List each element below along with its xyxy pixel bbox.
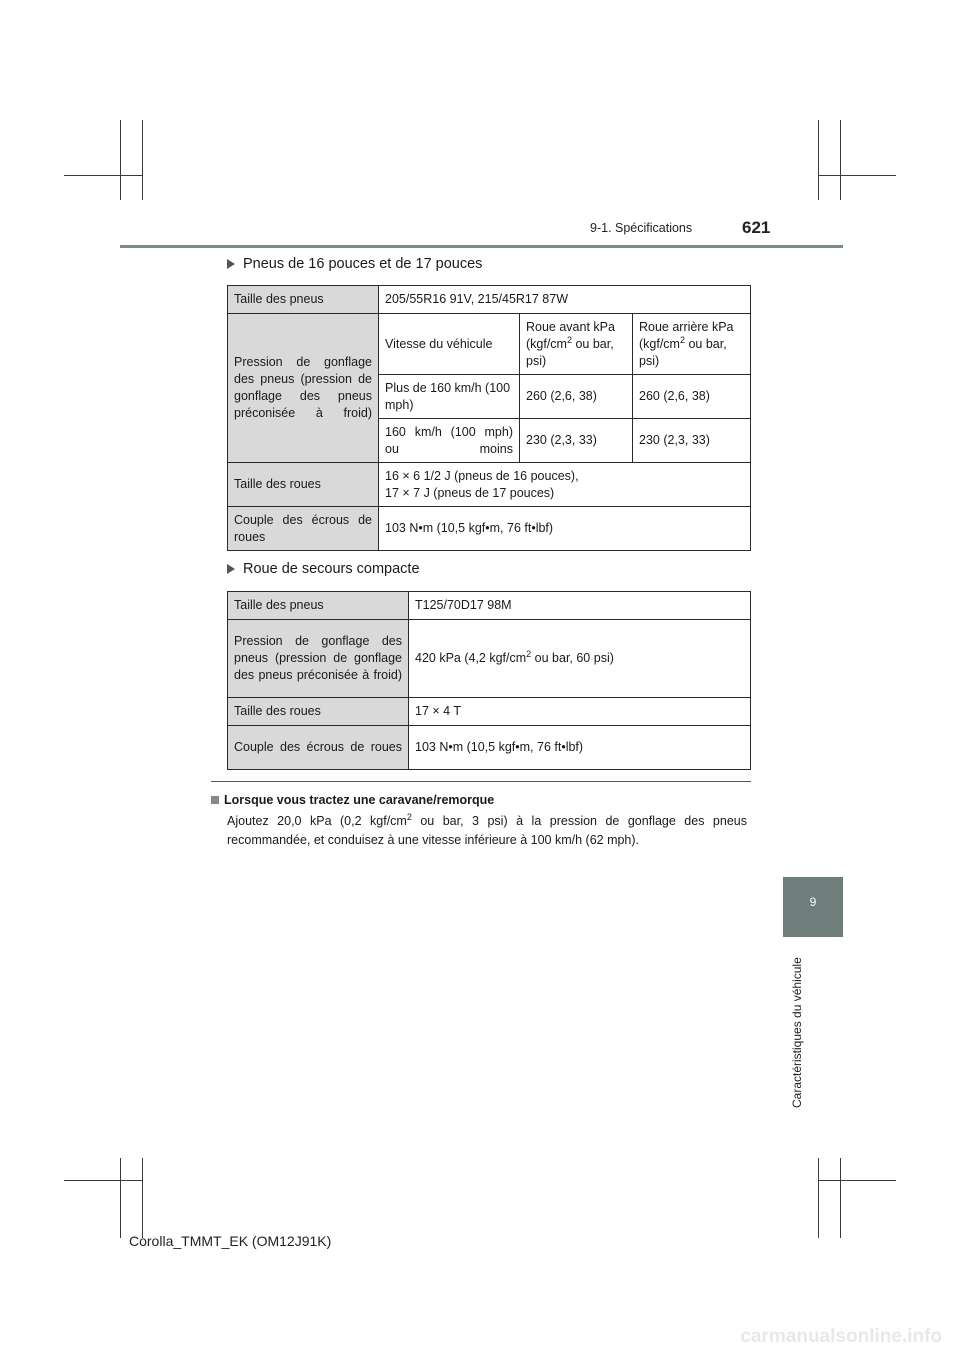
row2-rear: 230 (2,3, 33) [633, 419, 751, 463]
spare-tire-size-label: Taille des pneus [228, 592, 409, 620]
header-divider [120, 245, 843, 248]
chapter-label-text: Caractéristiques du véhicule [790, 957, 804, 1108]
header-section-title: 9-1. Spécifications [590, 221, 693, 235]
footer-doc-id: Corolla_TMMT_EK (OM12J91K) [129, 1233, 332, 1249]
bullet-triangle-icon [227, 564, 235, 574]
spare-torque-value: 103 N•m (10,5 kgf•m, 76 ft•lbf) [409, 726, 751, 770]
page-number: 621 [742, 218, 771, 237]
chapter-label [786, 943, 806, 1113]
spare-wheel-size-label: Taille des roues [228, 698, 409, 726]
tire-size-label: Taille des pneus [228, 286, 379, 314]
note-body: Ajoutez 20,0 kPa (0,2 kgf/$cm^2$ ou bar, 3 psi) à la pression de gonflage des pneus recommandée, et conduisez à une vitesse inférieure à 100 km/h (62 mph). [227, 811, 747, 847]
crop-mark [142, 1158, 143, 1238]
watermark: carmanualsonline.info [740, 1326, 942, 1347]
chapter-number: 9 [809, 895, 817, 909]
torque-value: 103 N•m (10,5 kgf•m, 76 ft•lbf) [379, 507, 751, 551]
row2-front: 230 (2,3, 33) [520, 419, 633, 463]
note-title-text: Lorsque vous tractez une caravane/remorque [224, 793, 495, 807]
section-heading-16-17 [227, 256, 482, 272]
crop-mark [840, 1158, 841, 1238]
wheel-size-value: 16 × 6 1/2 J (pneus de 16 pouces), 17 × 7 J (pneus de 17 pouces) [379, 463, 751, 507]
spare-wheel-size-value: 17 × 4 T [409, 698, 751, 726]
row1-front: 260 (2,6, 38) [520, 375, 633, 419]
row1-speed: Plus de 160 km/h (100 mph) [379, 375, 520, 419]
spare-torque-label: Couple des écrous de roues [228, 726, 409, 770]
crop-mark [64, 175, 142, 176]
note-divider [211, 781, 751, 782]
col-vehicle-speed: Vitesse du véhicule [379, 314, 520, 375]
col-rear-wheel: Roue arrière kPa ($kgf/cm^2$ ou bar, psi) [633, 314, 751, 375]
section-heading-spare [227, 561, 420, 577]
crop-mark [818, 1180, 896, 1181]
tire-size-value: 205/55R16 91V, 215/45R17 87W [379, 286, 751, 314]
pressure-label: Pression de gonflage des pneus (pression de gonflage des pneus préconisée à froid) [228, 314, 379, 463]
chapter-tab [783, 877, 843, 937]
spare-pressure-label: Pression de gonflage des pneus (pression de gonflage des pneus préconisée à froid) [228, 620, 409, 698]
row1-rear: 260 (2,6, 38) [633, 375, 751, 419]
crop-mark [142, 120, 143, 200]
crop-mark [840, 120, 841, 200]
crop-mark [64, 1180, 142, 1181]
note-title [211, 793, 494, 807]
section-heading-text: Pneus de 16 pouces et de 17 pouces [243, 256, 483, 272]
square-bullet-icon [211, 796, 219, 804]
crop-mark [818, 120, 819, 200]
crop-mark [818, 175, 896, 176]
torque-label: Couple des écrous de roues [228, 507, 379, 551]
spare-tire-size-value: T125/70D17 98M [409, 592, 751, 620]
crop-mark [120, 1158, 121, 1238]
crop-mark [818, 1158, 819, 1238]
tire-spec-table [227, 285, 751, 551]
crop-mark [120, 120, 121, 200]
section-heading-text: Roue de secours compacte [243, 561, 420, 577]
col-front-wheel: Roue avant kPa ($kgf/cm^2$ ou bar, psi) [520, 314, 633, 375]
wheel-size-label: Taille des roues [228, 463, 379, 507]
row2-speed: 160 km/h (100 mph) ou moins [379, 419, 520, 463]
spare-pressure-value: 420 kPa (4,2 kgf/$cm^2$ ou bar, 60 psi) [409, 620, 751, 698]
bullet-triangle-icon [227, 259, 235, 269]
spare-spec-table [227, 591, 751, 770]
